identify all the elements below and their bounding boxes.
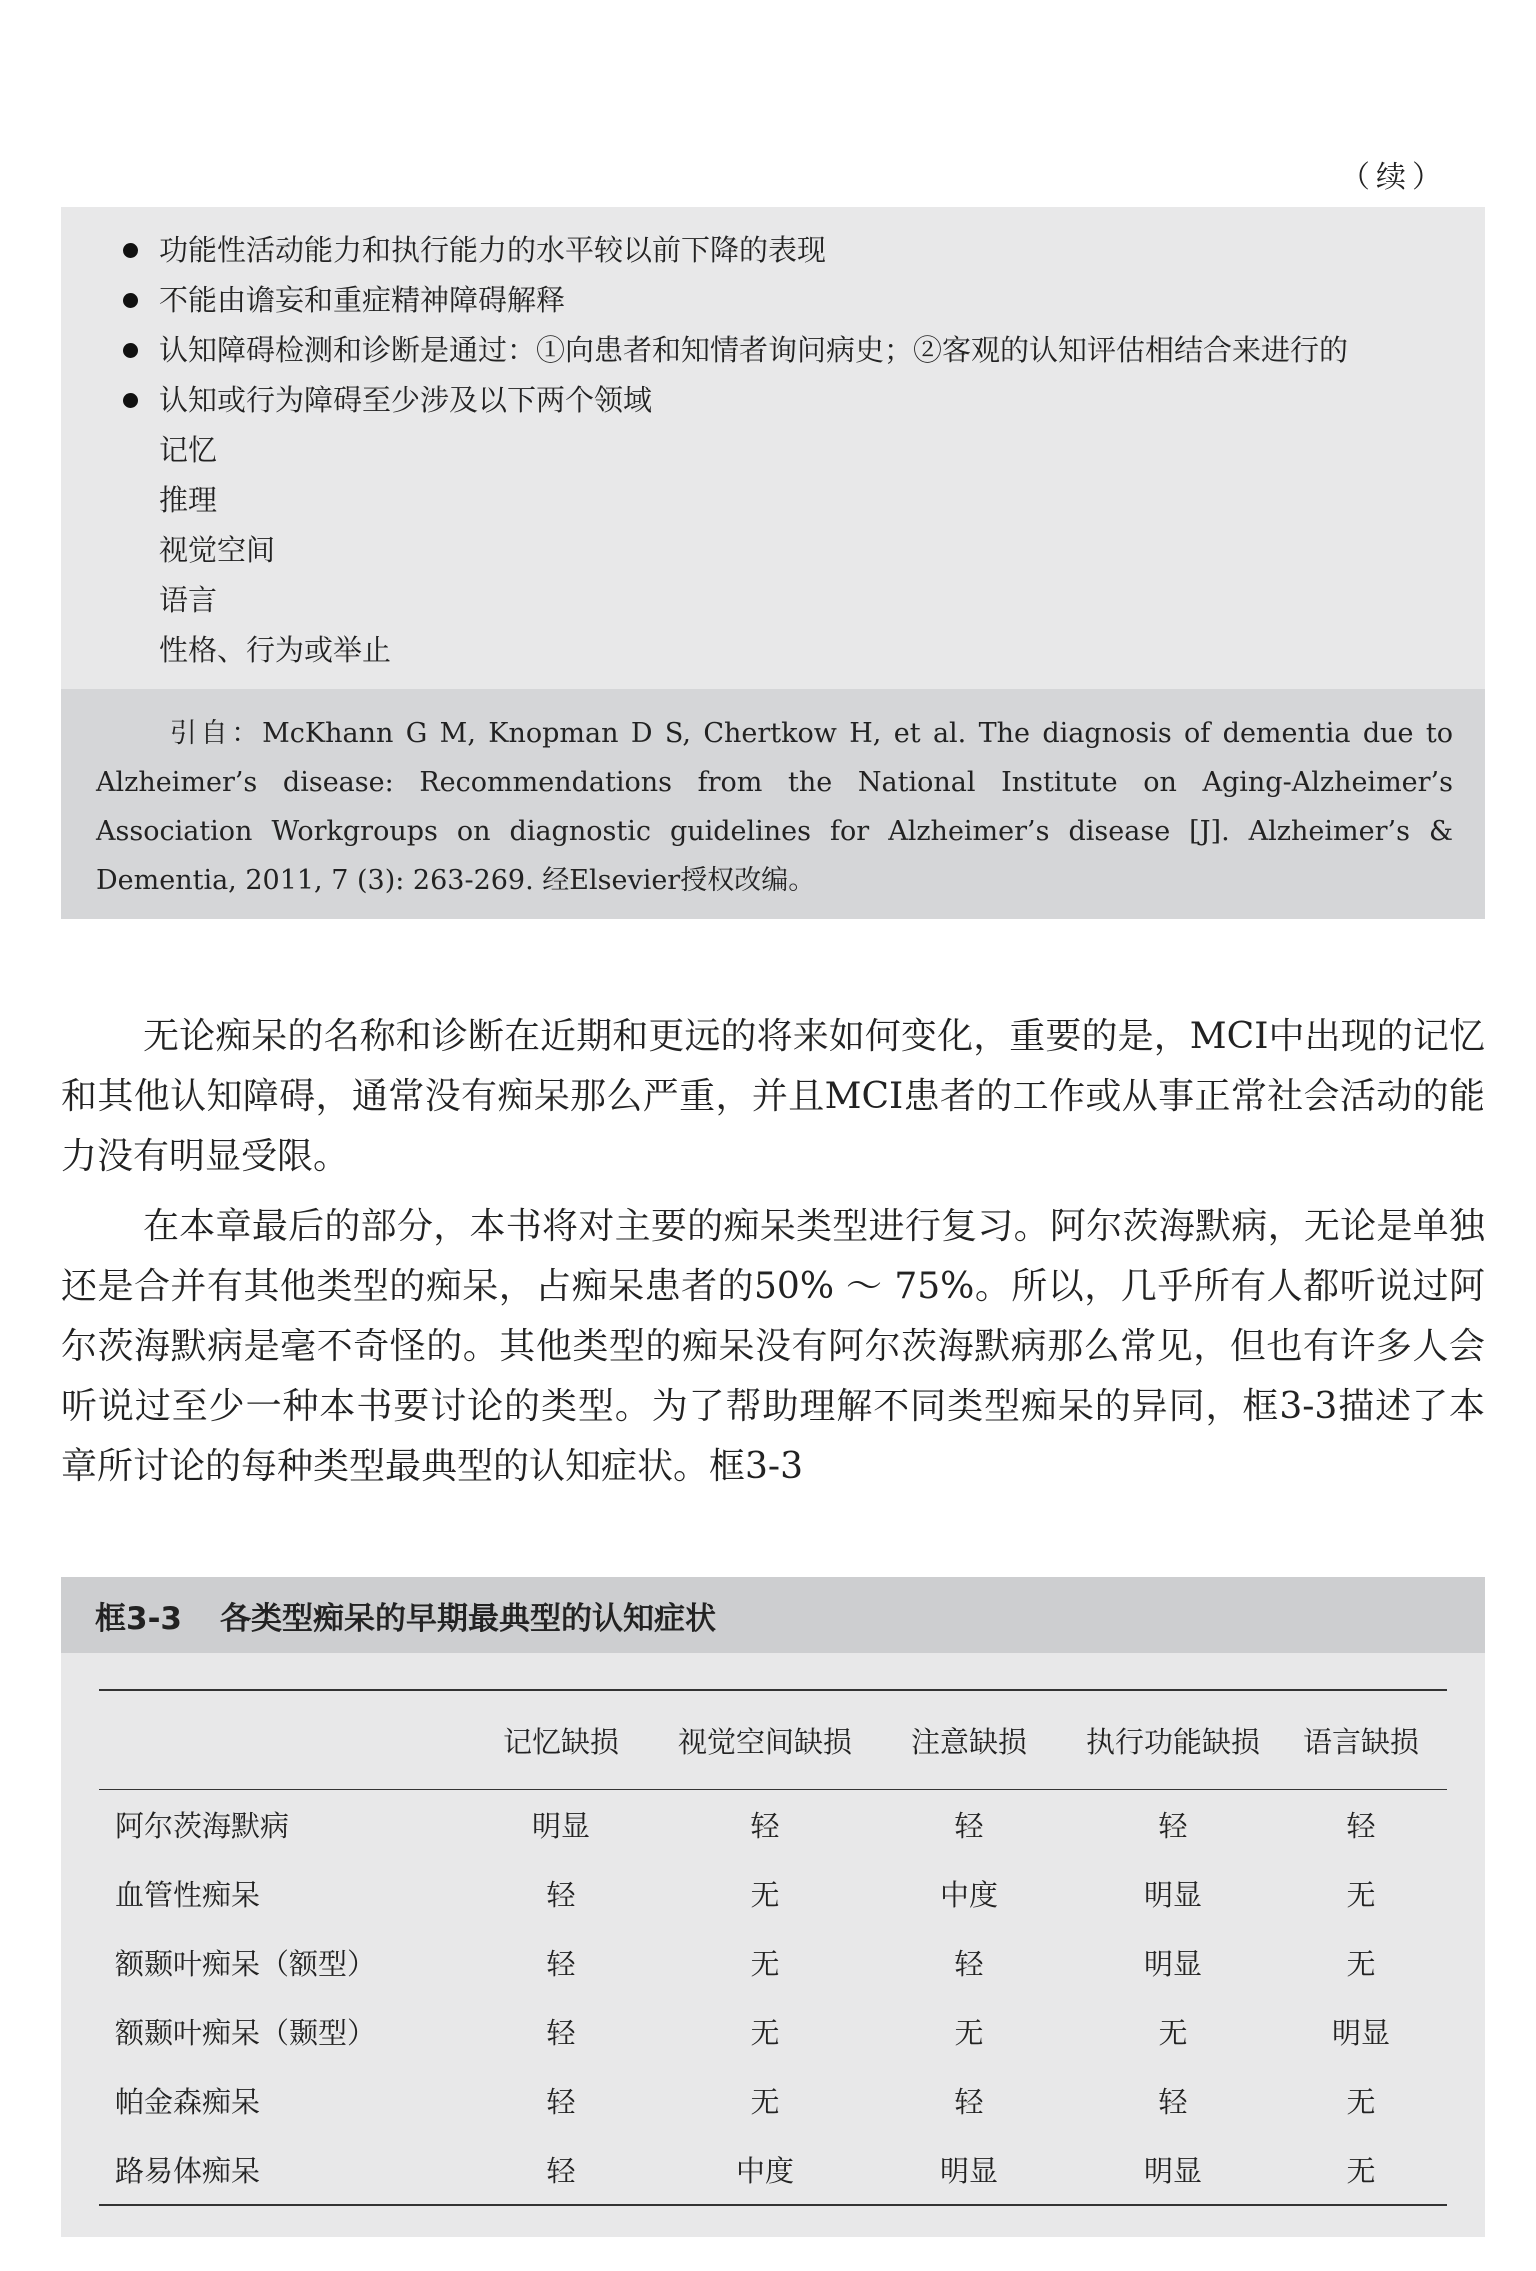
table-cell: 无 (750, 2016, 780, 2050)
table-cell: 无 (1346, 1878, 1376, 1912)
table-cell: 轻 (1346, 1809, 1376, 1843)
criteria-list-area (61, 207, 1485, 689)
bullet-dot-icon (123, 243, 138, 258)
row-label: 额颞叶痴呆（颞型） (115, 2016, 377, 2050)
criteria-box (61, 207, 1485, 919)
table-cell: 轻 (546, 1947, 576, 1981)
table-cell: 轻 (546, 2016, 576, 2050)
table-cell: 轻 (1158, 2085, 1188, 2119)
body-paragraph: 无论痴呆的名称和诊断在近期和更远的将来如何变化，重要的是，MCI中出现的记忆和其他认知障碍，通常没有痴呆那么严重，并且MCI患者的工作或从事正常社会活动的能力没有明显受限。 (61, 1016, 1485, 1177)
column-header: 语言缺损 (1275, 1690, 1447, 1790)
table-cell: 明显 (1143, 1947, 1202, 1981)
domain-item: 推理 (159, 483, 218, 517)
criteria-bullets (159, 225, 1445, 425)
table-cell: 无 (750, 1947, 780, 1981)
table-cell: 中度 (663, 2135, 867, 2205)
row-label: 帕金森痴呆 (115, 2085, 261, 2119)
continued-label: （续） (1340, 160, 1448, 195)
table-cell: 轻 (546, 1878, 576, 1912)
column-header: 注意缺损 (867, 1690, 1071, 1790)
table-row (99, 1859, 1447, 1928)
table-row (99, 2066, 1447, 2135)
table-cell: 无 (750, 2085, 780, 2119)
table-cell: 无 (750, 1878, 780, 1912)
bullet-item: 功能性活动能力和执行能力的水平较以前下降的表现 (159, 225, 1445, 275)
table-cell: 明显 (531, 1809, 590, 1843)
table-cell: 轻 (750, 1809, 780, 1843)
domain-item: 视觉空间 (159, 533, 276, 567)
column-header: 执行功能缺损 (1071, 1690, 1275, 1790)
box-title: 各类型痴呆的早期最典型的认知症状 (220, 1600, 717, 1637)
table-header-row (99, 1690, 1447, 1790)
table-cell: 轻 (954, 2085, 984, 2119)
domain-item: 记忆 (159, 433, 218, 467)
bullet-dot-icon (123, 343, 138, 358)
symptom-box (61, 1577, 1485, 2237)
table-row (99, 1997, 1447, 2066)
bullet-item: 认知或行为障碍至少涉及以下两个领域 (159, 375, 1445, 425)
row-label: 血管性痴呆 (115, 1878, 261, 1912)
table-cell: 轻 (1158, 1809, 1188, 1843)
row-label: 阿尔茨海默病 (115, 1809, 290, 1843)
table-cell: 轻 (459, 2135, 663, 2205)
table-row (99, 1928, 1447, 1997)
table-cell: 无 (1346, 1947, 1376, 1981)
table-row (99, 1790, 1447, 1860)
table-cell: 轻 (954, 1947, 984, 1981)
bullet-item: 不能由谵妄和重症精神障碍解释 (159, 275, 1445, 325)
citation (61, 689, 1485, 919)
domain-item: 性格、行为或举止 (159, 633, 392, 667)
table-row (99, 2135, 1447, 2205)
body-paragraph: 在本章最后的部分，本书将对主要的痴呆类型进行复习。阿尔茨海默病，无论是单独还是合并有其他类型的痴呆，占痴呆患者的50% ～ 75%。所以，几乎所有人都听说过阿尔茨海默病是毫不奇怪的。其他类型的痴呆没有阿尔茨海默病那么常见，但也有许多人会听说过至少一种本书要讨论的类型。为了帮助理解不同类型痴呆的异同，框3-3描述了本章所讨论的每种类型最典型的认知症状。框3-3 (61, 1206, 1485, 1487)
table-cell: 中度 (939, 1878, 998, 1912)
table-cell: 轻 (954, 1809, 984, 1843)
bullet-dot-icon (123, 393, 138, 408)
domain-item: 语言 (159, 583, 218, 617)
box-number: 框3-3 (95, 1600, 183, 1637)
bullet-dot-icon (123, 293, 138, 308)
table-cell: 明显 (867, 2135, 1071, 2205)
symptom-table (99, 1689, 1447, 2206)
column-header: 记忆缺损 (459, 1690, 663, 1790)
table-cell: 无 (1158, 2016, 1188, 2050)
row-label: 路易体痴呆 (99, 2135, 459, 2205)
column-header: 视觉空间缺损 (663, 1690, 867, 1790)
table-cell: 明显 (1143, 1878, 1202, 1912)
table-cell: 无 (1275, 2135, 1447, 2205)
table-cell: 明显 (1071, 2135, 1275, 2205)
bullet-item: 认知障碍检测和诊断是通过：①向患者和知情者询问病史；②客观的认知评估相结合来进行的 (159, 325, 1445, 375)
row-label: 额颞叶痴呆（额型） (115, 1947, 377, 1981)
table-cell: 无 (954, 2016, 984, 2050)
column-header (99, 1690, 459, 1790)
citation-text: 引自：McKhann G M, Knopman D S, Chertkow H, et al. The diagnosis of dementia due to Alzheimer’s disease: Recommendations from the National Institute on Aging-Alzheimer’s Association Workgroups on diagnostic guidelines for Alzheimer’s disease [J]. Alzheimer’s & Dementia, 2011, 7 (3): 263-269. 经Elsevier授权改编。 (96, 718, 1453, 896)
table-cell: 无 (1346, 2085, 1376, 2119)
box-header (61, 1577, 1485, 1653)
table-cell: 轻 (546, 2085, 576, 2119)
table-cell: 明显 (1331, 2016, 1390, 2050)
